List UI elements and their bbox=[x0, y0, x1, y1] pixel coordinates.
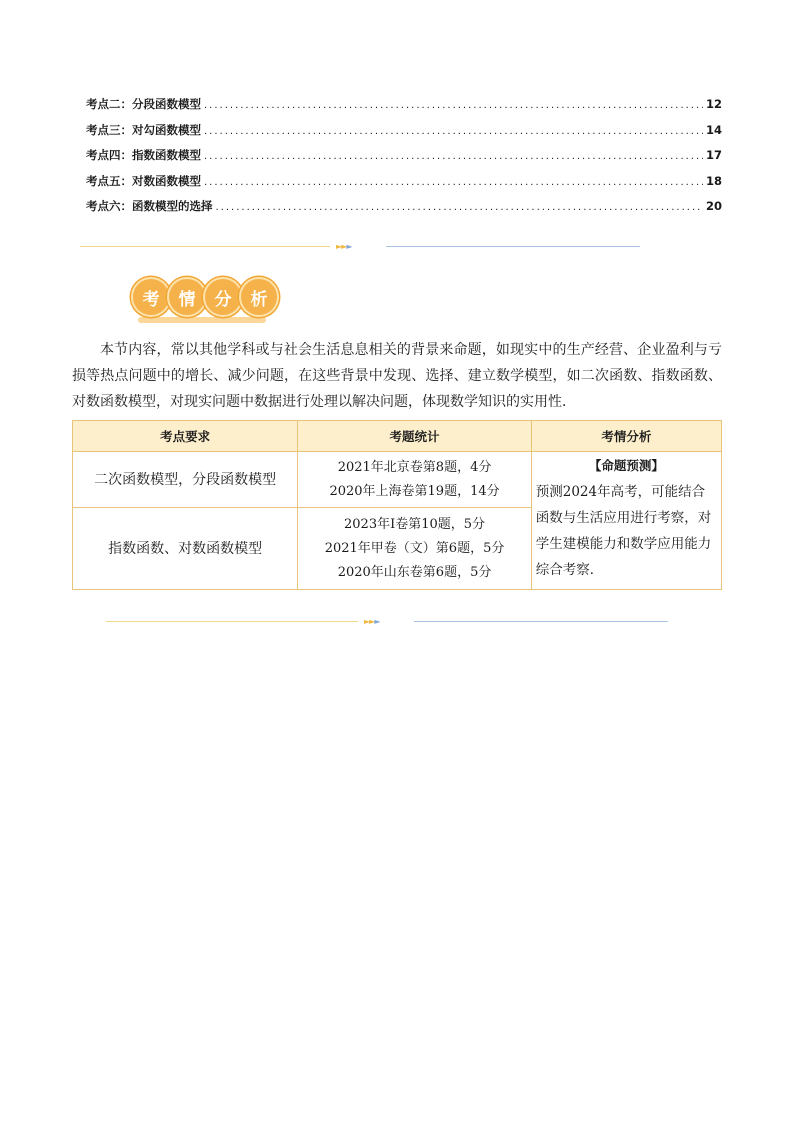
badge-char: 分 bbox=[203, 277, 243, 317]
toc-entry-page: 18 bbox=[705, 173, 722, 188]
divider-line-right bbox=[414, 621, 668, 622]
divider-arrows-icon: ►►► bbox=[336, 242, 352, 251]
divider-line-right bbox=[386, 246, 640, 247]
exam-analysis-table bbox=[72, 420, 722, 590]
badge-underline bbox=[138, 317, 266, 323]
table-header-row bbox=[73, 421, 722, 452]
header-requirement: 考点要求 bbox=[73, 421, 298, 452]
badge-char: 情 bbox=[167, 277, 207, 317]
toc-entry-label: 考点二：分段函数模型 bbox=[86, 97, 201, 111]
toc-leader-dots bbox=[204, 100, 703, 111]
analysis-title: 【命题预测】 bbox=[588, 458, 664, 473]
toc-leader-dots bbox=[204, 126, 703, 137]
toc-entry-page: 12 bbox=[705, 97, 722, 111]
toc-entry[interactable] bbox=[86, 173, 722, 199]
table-of-contents bbox=[86, 96, 722, 224]
section-badge bbox=[131, 277, 275, 317]
stats-cell bbox=[298, 452, 531, 508]
stats-line: 2023年I卷第10题，5分 bbox=[344, 516, 486, 532]
badge-char: 析 bbox=[239, 277, 279, 317]
intro-paragraph bbox=[72, 337, 722, 415]
toc-entry-label: 考点四：指数函数模型 bbox=[86, 148, 201, 162]
table-row bbox=[73, 452, 722, 508]
toc-entry-label: 考点五：对数函数模型 bbox=[86, 173, 201, 188]
requirement-cell: 二次函数模型，分段函数模型 bbox=[73, 452, 298, 508]
divider-line-left bbox=[80, 246, 330, 247]
stats-cell bbox=[298, 508, 531, 590]
toc-entry-label: 考点六：函数模型的选择 bbox=[86, 199, 213, 213]
stats-line: 2021年甲卷（文）第6题，5分 bbox=[324, 540, 505, 556]
toc-leader-dots bbox=[204, 151, 703, 162]
section-divider bbox=[106, 617, 668, 627]
toc-entry-page: 20 bbox=[705, 199, 722, 213]
toc-entry-label: 考点三：对勾函数模型 bbox=[86, 122, 201, 137]
analysis-cell bbox=[531, 452, 721, 590]
stats-line: 2020年山东卷第6题，5分 bbox=[337, 564, 492, 580]
stats-line: 2020年上海卷第19题，14分 bbox=[329, 483, 500, 499]
toc-entry-page: 17 bbox=[705, 148, 722, 162]
toc-entry-page: 14 bbox=[705, 122, 722, 137]
badge-char: 考 bbox=[131, 277, 171, 317]
toc-leader-dots bbox=[216, 202, 703, 213]
toc-entry[interactable] bbox=[86, 147, 722, 173]
header-stats: 考题统计 bbox=[298, 421, 531, 452]
toc-leader-dots bbox=[204, 177, 703, 188]
section-divider bbox=[80, 242, 640, 252]
divider-line-left bbox=[106, 621, 358, 622]
intro-text: 本节内容，常以其他学科或与社会生活息息相关的背景来命题，如现实中的生产经营、企业盈利与亏损等热点问题中的增长、减少问题，在这些背景中发现、选择、建立数学模型，如二次函数、指数函数、对数函数模型，对现实问题中数据进行处理以解决问题，体现数学知识的实用性． bbox=[72, 342, 722, 410]
requirement-cell: 指数函数、对数函数模型 bbox=[73, 508, 298, 590]
toc-entry[interactable] bbox=[86, 198, 722, 224]
stats-line: 2021年北京卷第8题，4分 bbox=[337, 459, 492, 475]
divider-arrows-icon: ►►► bbox=[364, 617, 380, 626]
toc-entry[interactable] bbox=[86, 96, 722, 122]
toc-entry[interactable] bbox=[86, 122, 722, 148]
header-analysis: 考情分析 bbox=[531, 421, 721, 452]
analysis-text: 预测2024年高考，可能结合函数与生活应用进行考察，对学生建模能力和数学应用能力综合考察． bbox=[535, 484, 712, 578]
